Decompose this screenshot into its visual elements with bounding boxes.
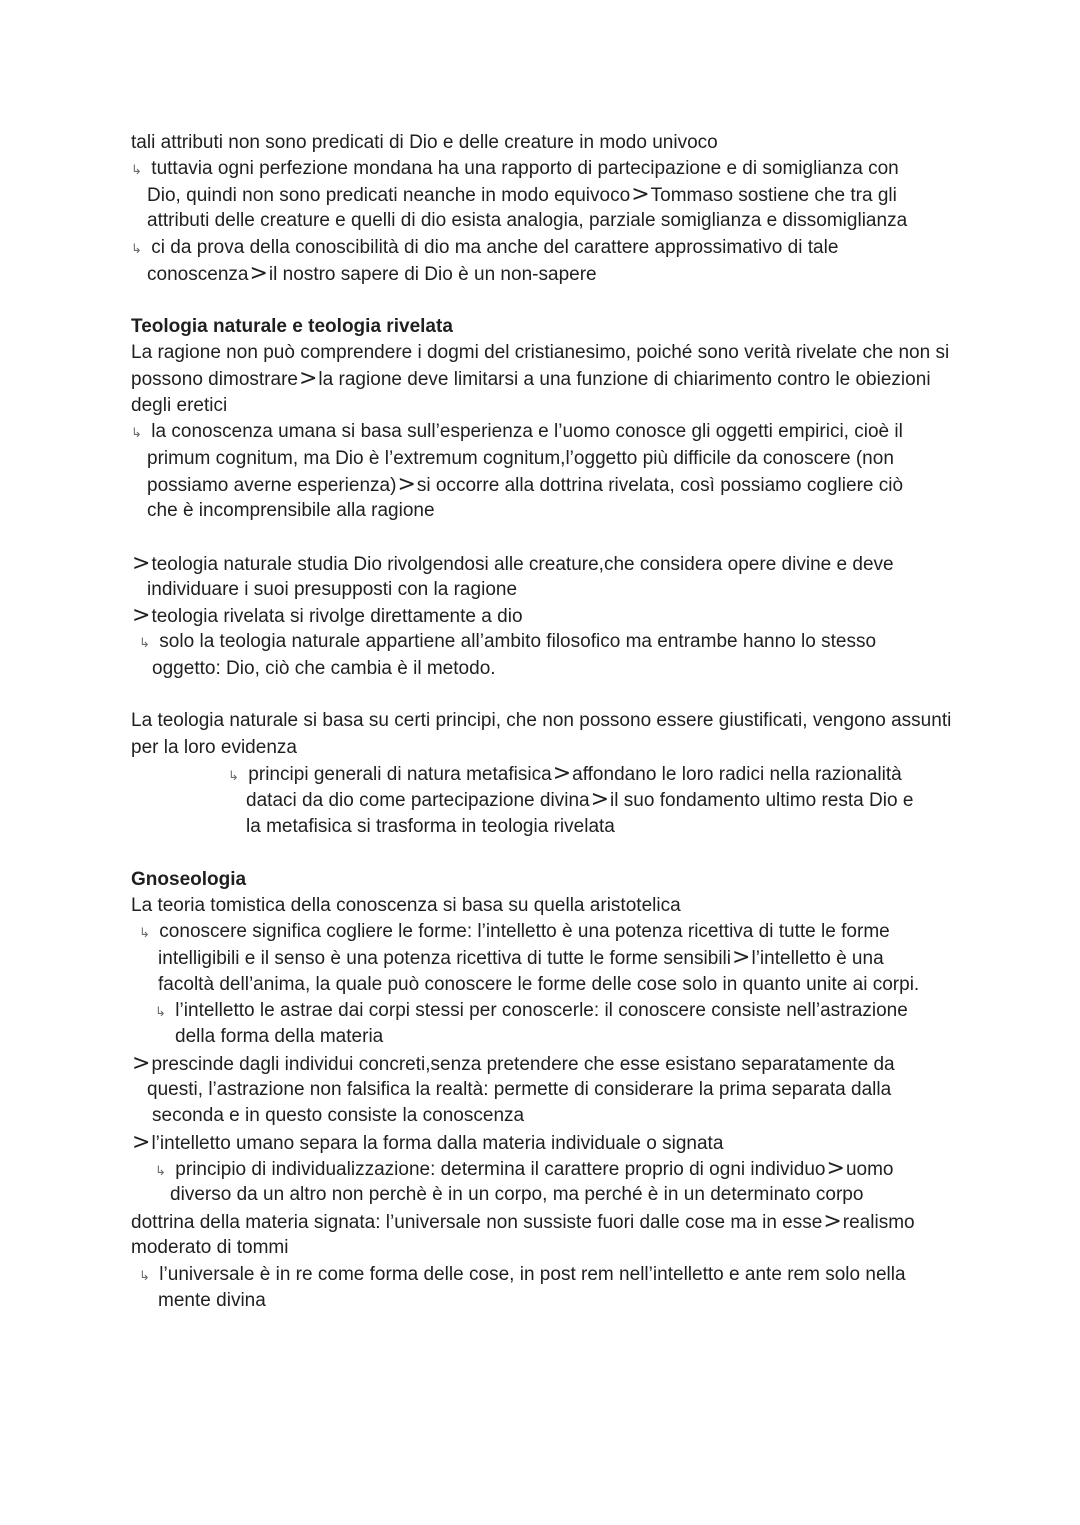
implication-arrow-icon: > <box>823 1209 842 1234</box>
sub-point-arrow-icon: ↳ <box>131 242 142 257</box>
text-line: ↳ l’intelletto le astrae dai corpi stessi per conoscerle: il conoscere consiste nell’astrazione <box>155 998 908 1026</box>
sub-point-arrow-icon: ↳ <box>131 426 142 441</box>
text-line: oggetto: Dio, ciò che cambia è il metodo. <box>152 658 496 679</box>
text-line: ↳ la conoscenza umana si basa sull’esperienza e l’uomo conosce gli oggetti empirici, cioè il <box>131 419 903 447</box>
text-line: ↳ principi generali di natura metafisica>affondano le loro radici nella razionalità <box>228 761 902 790</box>
text-line: ↳ solo la teologia naturale appartiene all’ambito filosofico ma entrambe hanno lo stesso <box>139 629 876 657</box>
sub-point-arrow-icon: ↳ <box>139 926 150 941</box>
text-line: moderato di tommi <box>131 1237 289 1258</box>
text-line: per la loro evidenza <box>131 737 297 758</box>
text-line: ↳ l’universale è in re come forma delle cose, in post rem nell’intelletto e ante rem solo nella <box>139 1262 906 1290</box>
text-line: dataci da dio come partecipazione divina>il suo fondamento ultimo resta Dio e <box>246 787 914 812</box>
text-line: ↳ ci da prova della conoscibilità di dio ma anche del carattere approssimativo di tale <box>131 235 838 263</box>
text-line: diverso da un altro non perchè è in un corpo, ma perché è in un determinato corpo <box>170 1184 864 1205</box>
text-line: della forma della materia <box>175 1026 384 1047</box>
text-line: >teologia rivelata si rivolge direttamente a dio <box>132 603 523 628</box>
implication-arrow-icon: > <box>590 787 610 812</box>
sub-point-arrow-icon: ↳ <box>228 769 239 784</box>
text-line: facoltà dell’anima, la quale può conoscere le forme delle cose solo in quanto unite ai corpi. <box>158 974 920 995</box>
text-line: che è incomprensibile alla ragione <box>147 500 435 521</box>
text-line: La teologia naturale si basa su certi principi, che non possono essere giustificati, vengono assunti <box>131 710 952 731</box>
text-line: seconda e in questo consiste la conoscenza <box>152 1105 525 1126</box>
section-heading: Gnoseologia <box>131 869 247 890</box>
text-line: >l’intelletto umano separa la forma dalla materia individuale o signata <box>132 1130 724 1155</box>
text-line: >prescinde dagli individui concreti,senza pretendere che esse esistano separatamente da <box>132 1051 895 1076</box>
sub-point-arrow-icon: ↳ <box>139 1269 150 1284</box>
text-line: primum cognitum, ma Dio è l’extremum cognitum,l’oggetto più difficile da conoscere (non <box>147 448 894 469</box>
text-line: mente divina <box>158 1290 266 1311</box>
text-line: possono dimostrare>la ragione deve limitarsi a una funzione di chiarimento contro le obiezioni <box>131 366 931 391</box>
sub-point-arrow-icon: ↳ <box>131 163 142 178</box>
implication-arrow-icon: > <box>132 603 151 628</box>
text-line: tali attributi non sono predicati di Dio e delle creature in modo univoco <box>131 132 718 153</box>
text-line: attributi delle creature e quelli di dio esista analogia, parziale somiglianza e dissomiglianza <box>147 210 908 231</box>
sub-point-arrow-icon: ↳ <box>155 1164 166 1179</box>
text-line: dottrina della materia signata: l’universale non sussiste fuori dalle cose ma in esse>realismo <box>131 1209 915 1234</box>
sub-point-arrow-icon: ↳ <box>139 636 150 651</box>
text-line: Dio, quindi non sono predicati neanche in modo equivoco>Tommaso sostiene che tra gli <box>147 182 897 207</box>
text-line: individuare i suoi presupposti con la ragione <box>147 579 518 600</box>
text-line: conoscenza>il nostro sapere di Dio è un non-sapere <box>147 261 597 286</box>
implication-arrow-icon: > <box>552 761 572 786</box>
text-line: intelligibili e il senso è una potenza ricettiva di tutte le forme sensibili>l’intelletto è una <box>158 945 884 970</box>
text-line: ↳ conoscere significa cogliere le forme: l’intelletto è una potenza ricettiva di tutte le forme <box>139 919 890 947</box>
text-line: ↳ tuttavia ogni perfezione mondana ha una rapporto di partecipazione e di somiglianza con <box>131 156 899 184</box>
text-line: La ragione non può comprendere i dogmi del cristianesimo, poiché sono verità rivelate che non si <box>131 342 950 363</box>
sub-point-arrow-icon: ↳ <box>155 1005 166 1020</box>
implication-arrow-icon: > <box>298 366 318 391</box>
implication-arrow-icon: > <box>631 182 650 207</box>
text-line: degli eretici <box>131 395 228 416</box>
text-line: >teologia naturale studia Dio rivolgendosi alle creature,che considera opere divine e deve <box>132 551 894 576</box>
text-line: la metafisica si trasforma in teologia rivelata <box>246 816 615 837</box>
text-line: possiamo averne esperienza)>si occorre alla dottrina rivelata, così possiamo cogliere ciò <box>147 472 904 497</box>
text-line: La teoria tomistica della conoscenza si basa su quella aristotelica <box>131 895 681 916</box>
implication-arrow-icon: > <box>826 1156 845 1181</box>
text-line: questi, l’astrazione non falsifica la realtà: permette di considerare la prima separata dalla <box>147 1079 892 1100</box>
implication-arrow-icon: > <box>249 261 268 286</box>
implication-arrow-icon: > <box>132 551 151 576</box>
text-line: ↳ principio di individualizzazione: determina il carattere proprio di ogni individuo>uomo <box>155 1156 894 1185</box>
section-heading: Teologia naturale e teologia rivelata <box>131 316 453 337</box>
implication-arrow-icon: > <box>132 1130 151 1155</box>
implication-arrow-icon: > <box>397 472 416 497</box>
implication-arrow-icon: > <box>132 1051 151 1076</box>
implication-arrow-icon: > <box>732 945 751 970</box>
